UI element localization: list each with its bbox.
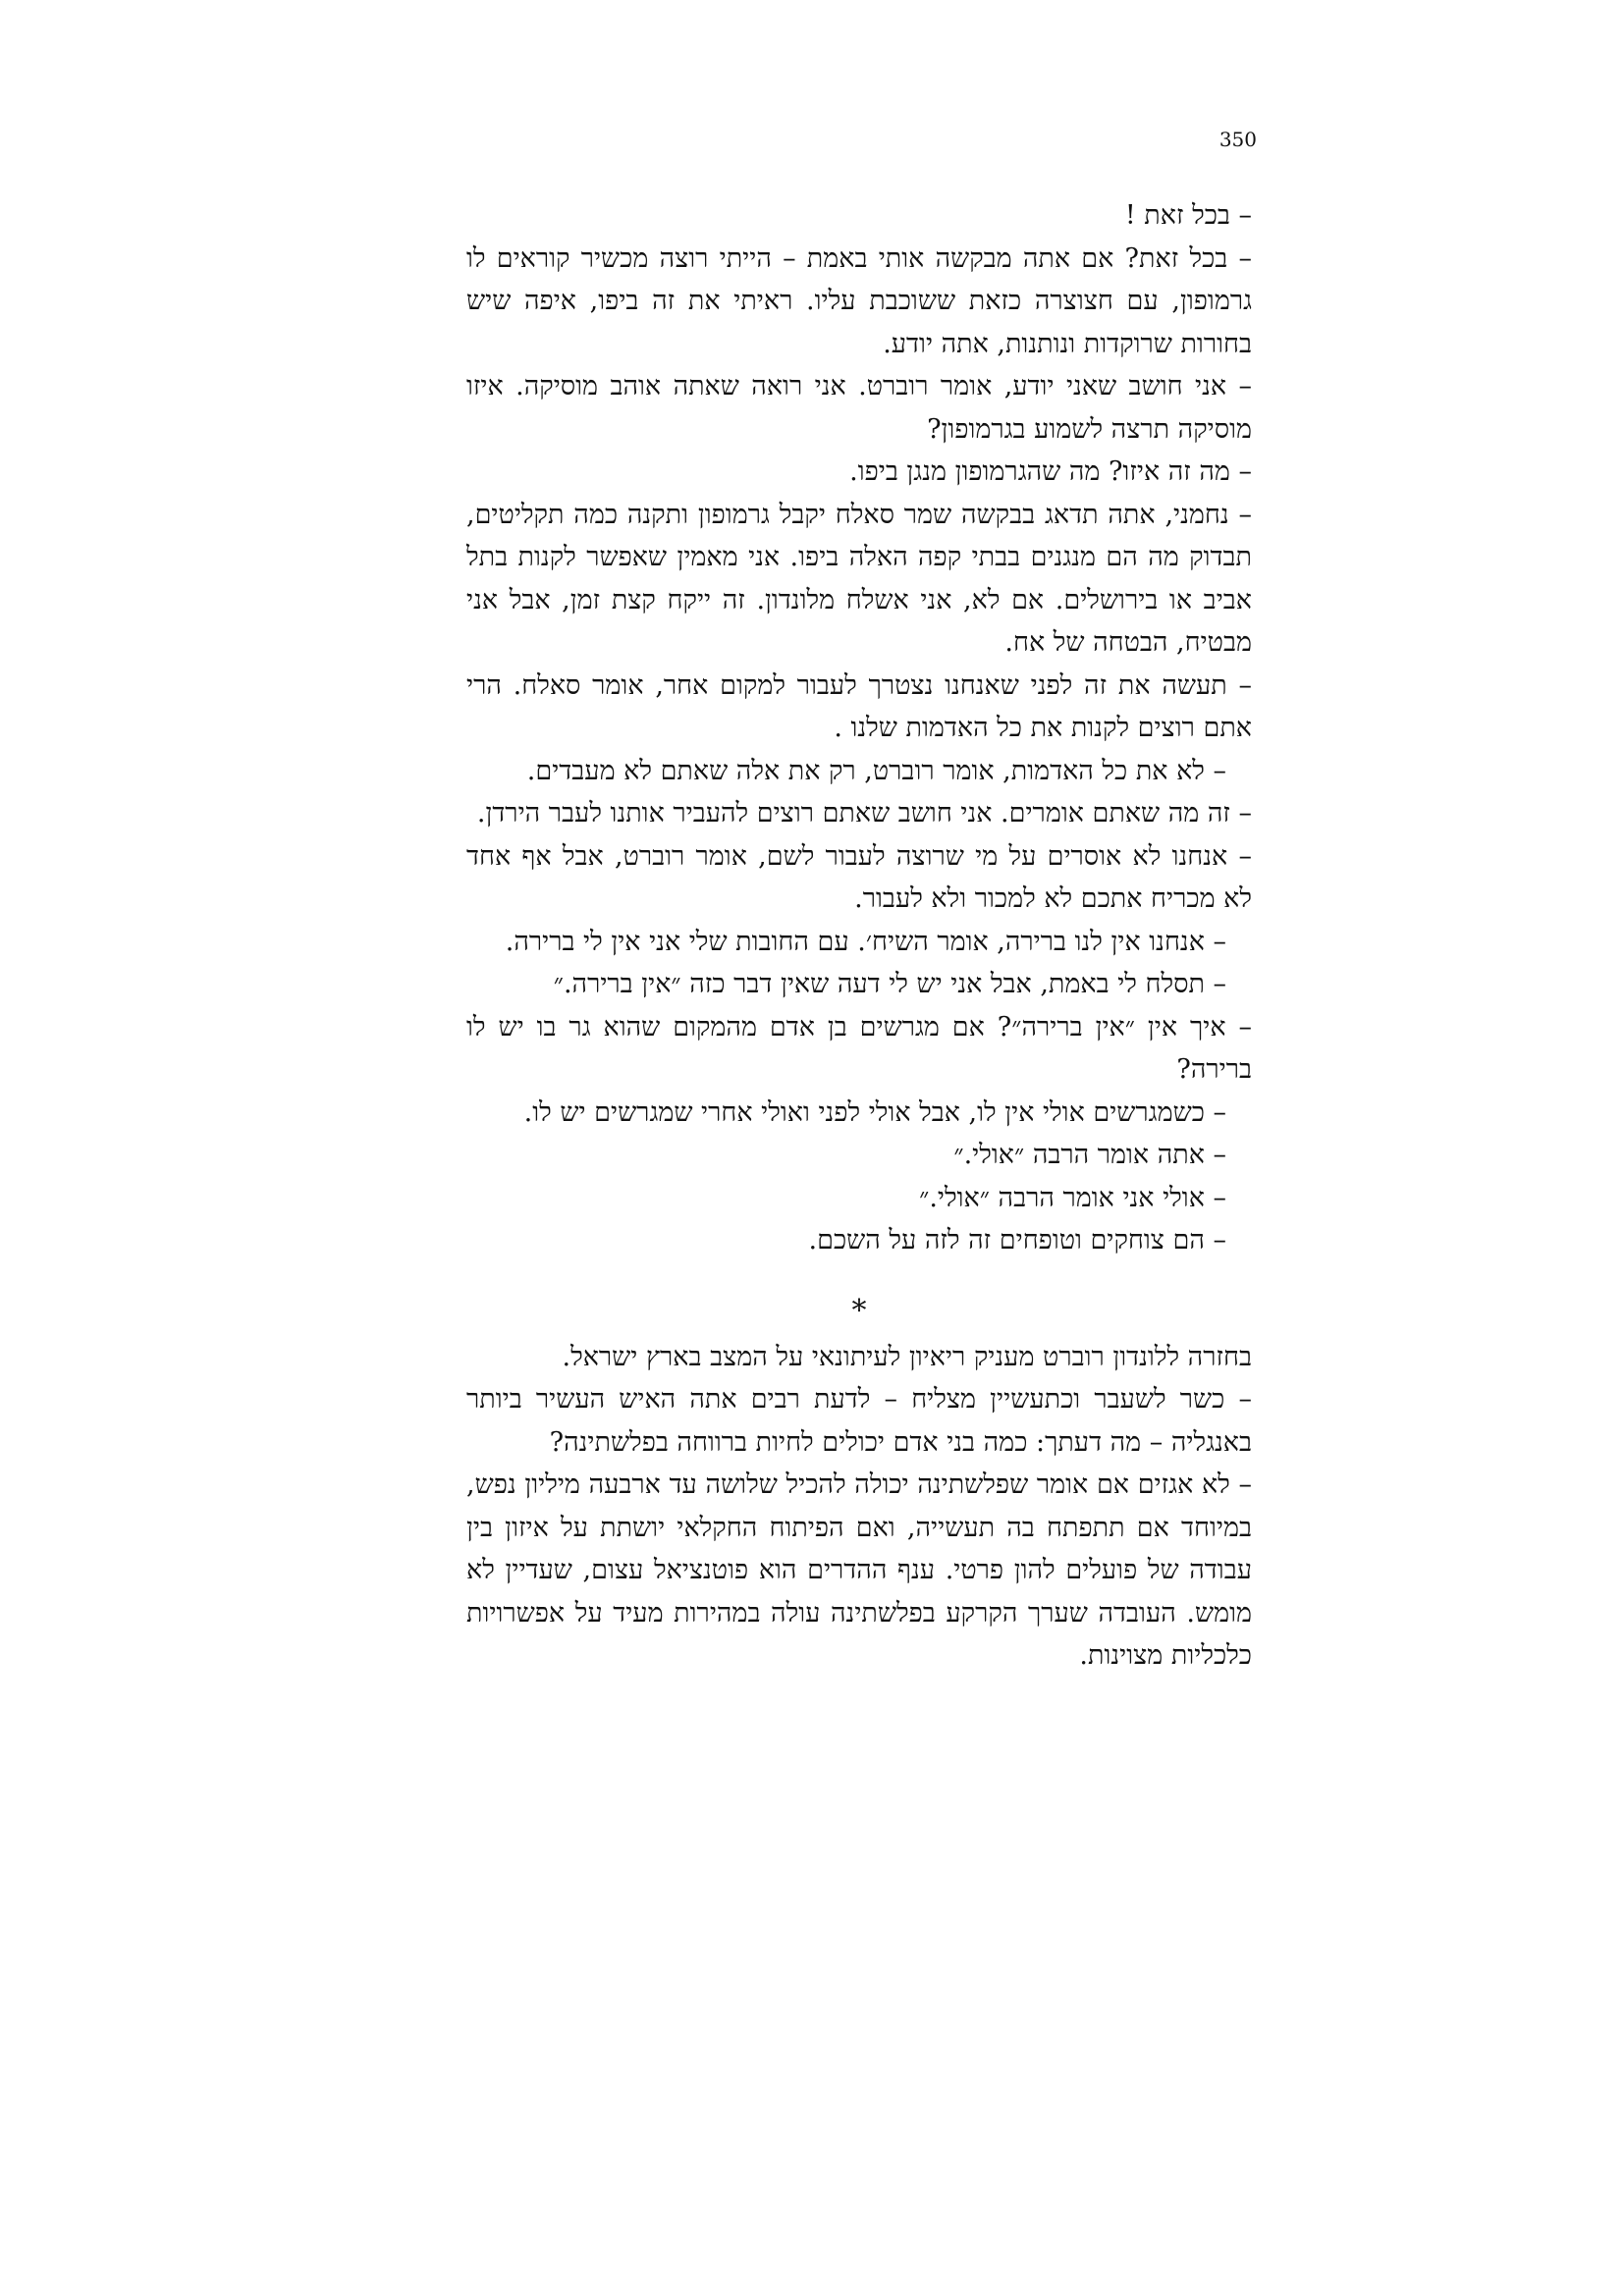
paragraph: – כשר לשעבר וכתעשיין מצליח – לדעת רבים אתה האיש העשיר ביותר באנגליה – מה דעתך: כמה בני אדם יכולים לחיות ברווחה בפלשתינה? (466, 1384, 1252, 1458)
paragraph: – נחמני, אתה תדאג בבקשה שמר סאלח יקבל גרמופון ותקנה כמה תקליטים, תבדוק מה הם מנגנים בבתי קפה האלה ביפו. אני מאמין שאפשר לקנות בתל אביב או בירושלים. אם לא, אני אשלח מלונדון. זה ייקח קצת זמן, אבל אני מבטיח, הבטחה של אח. (466, 499, 1252, 658)
text-block (466, 194, 1252, 1678)
paragraph: – אנחנו אין לנו ברירה, אומר השיח׳. עם החובות שלי אני אין לי ברירה. (505, 926, 1226, 957)
paragraph: – הם צוחקים וטופחים זה לזה על השכם. (808, 1225, 1226, 1255)
paragraph: – מה זה איזו? מה שהגרמופון מנגן ביפו. (849, 456, 1252, 487)
paragraph: – לא אגזים אם אומר שפלשתינה יכולה להכיל שלושה עד ארבעה מיליון נפש, במיוחד אם תתפתח בה תעשייה, ואם הפיתוח החקלאי יושתת על איזון בין עבודה של פועלים להון פרטי. ענף ההדרים הוא פוטנציאל עצום, שעדיין לא מומש. העובדה שערך הקרקע בפלשתינה עולה במהירות מעיד על אפשרויות כלכליות מצוינות. (466, 1469, 1252, 1671)
paragraph: – אני חושב שאני יודע, אומר רוברט. אני רואה שאתה אוהב מוסיקה. איזו מוסיקה תרצה לשמוע בגרמופון? (466, 371, 1252, 445)
paragraph: – אולי אני אומר הרבה ״אולי.״ (919, 1182, 1226, 1213)
paragraph: – איך אין ״אין ברירה״? אם מגרשים בן אדם מהמקום שהוא גר בו יש לו ברירה? (466, 1011, 1252, 1085)
paragraph: – תסלח לי באמת, אבל אני יש לי דעה שאין דבר כזה ״אין ברירה.״ (553, 969, 1226, 999)
paragraph: – לא את כל האדמות, אומר רוברט, רק את אלה שאתם לא מעבדים. (526, 755, 1226, 786)
paragraph: – בכל זאת? אם אתה מבקשה אותי באמת – הייתי רוצה מכשיר קוראים לו גרמופון, עם חצוצרה כזאת ששוכבת עליו. ראיתי את זה ביפו, איפה שיש בחורות שרוקדות ונותנות, אתה יודע. (466, 242, 1252, 359)
paragraph: – אנחנו לא אוסרים על מי שרוצה לעבור לשם, אומר רוברט, אבל אף אחד לא מכריח אתכם לא למכור ולא לעבור. (466, 840, 1252, 914)
paragraph: – כשמגרשים אולי אין לו, אבל אולי לפני ואולי אחרי שמגרשים יש לו. (523, 1096, 1226, 1128)
section-separator: * (851, 1293, 867, 1328)
paragraph: – אתה אומר הרבה ״אולי.״ (953, 1140, 1226, 1170)
paragraph: – תעשה את זה לפני שאנחנו נצטרך לעבור למקום אחר, אומר סאלח. הרי אתם רוצים לקנות את כל האדמות שלנו . (466, 669, 1252, 743)
paragraph: – בכל זאת ! (1124, 200, 1252, 231)
paragraph: בחזרה ללונדון רוברט מעניק ריאיון לעיתונאי על המצב בארץ ישראל. (562, 1341, 1252, 1372)
paragraph: – זה מה שאתם אומרים. אני חושב שאתם רוצים להעביר אותנו לעבר הירדן. (476, 798, 1252, 828)
page-number: 350 (1218, 128, 1257, 151)
